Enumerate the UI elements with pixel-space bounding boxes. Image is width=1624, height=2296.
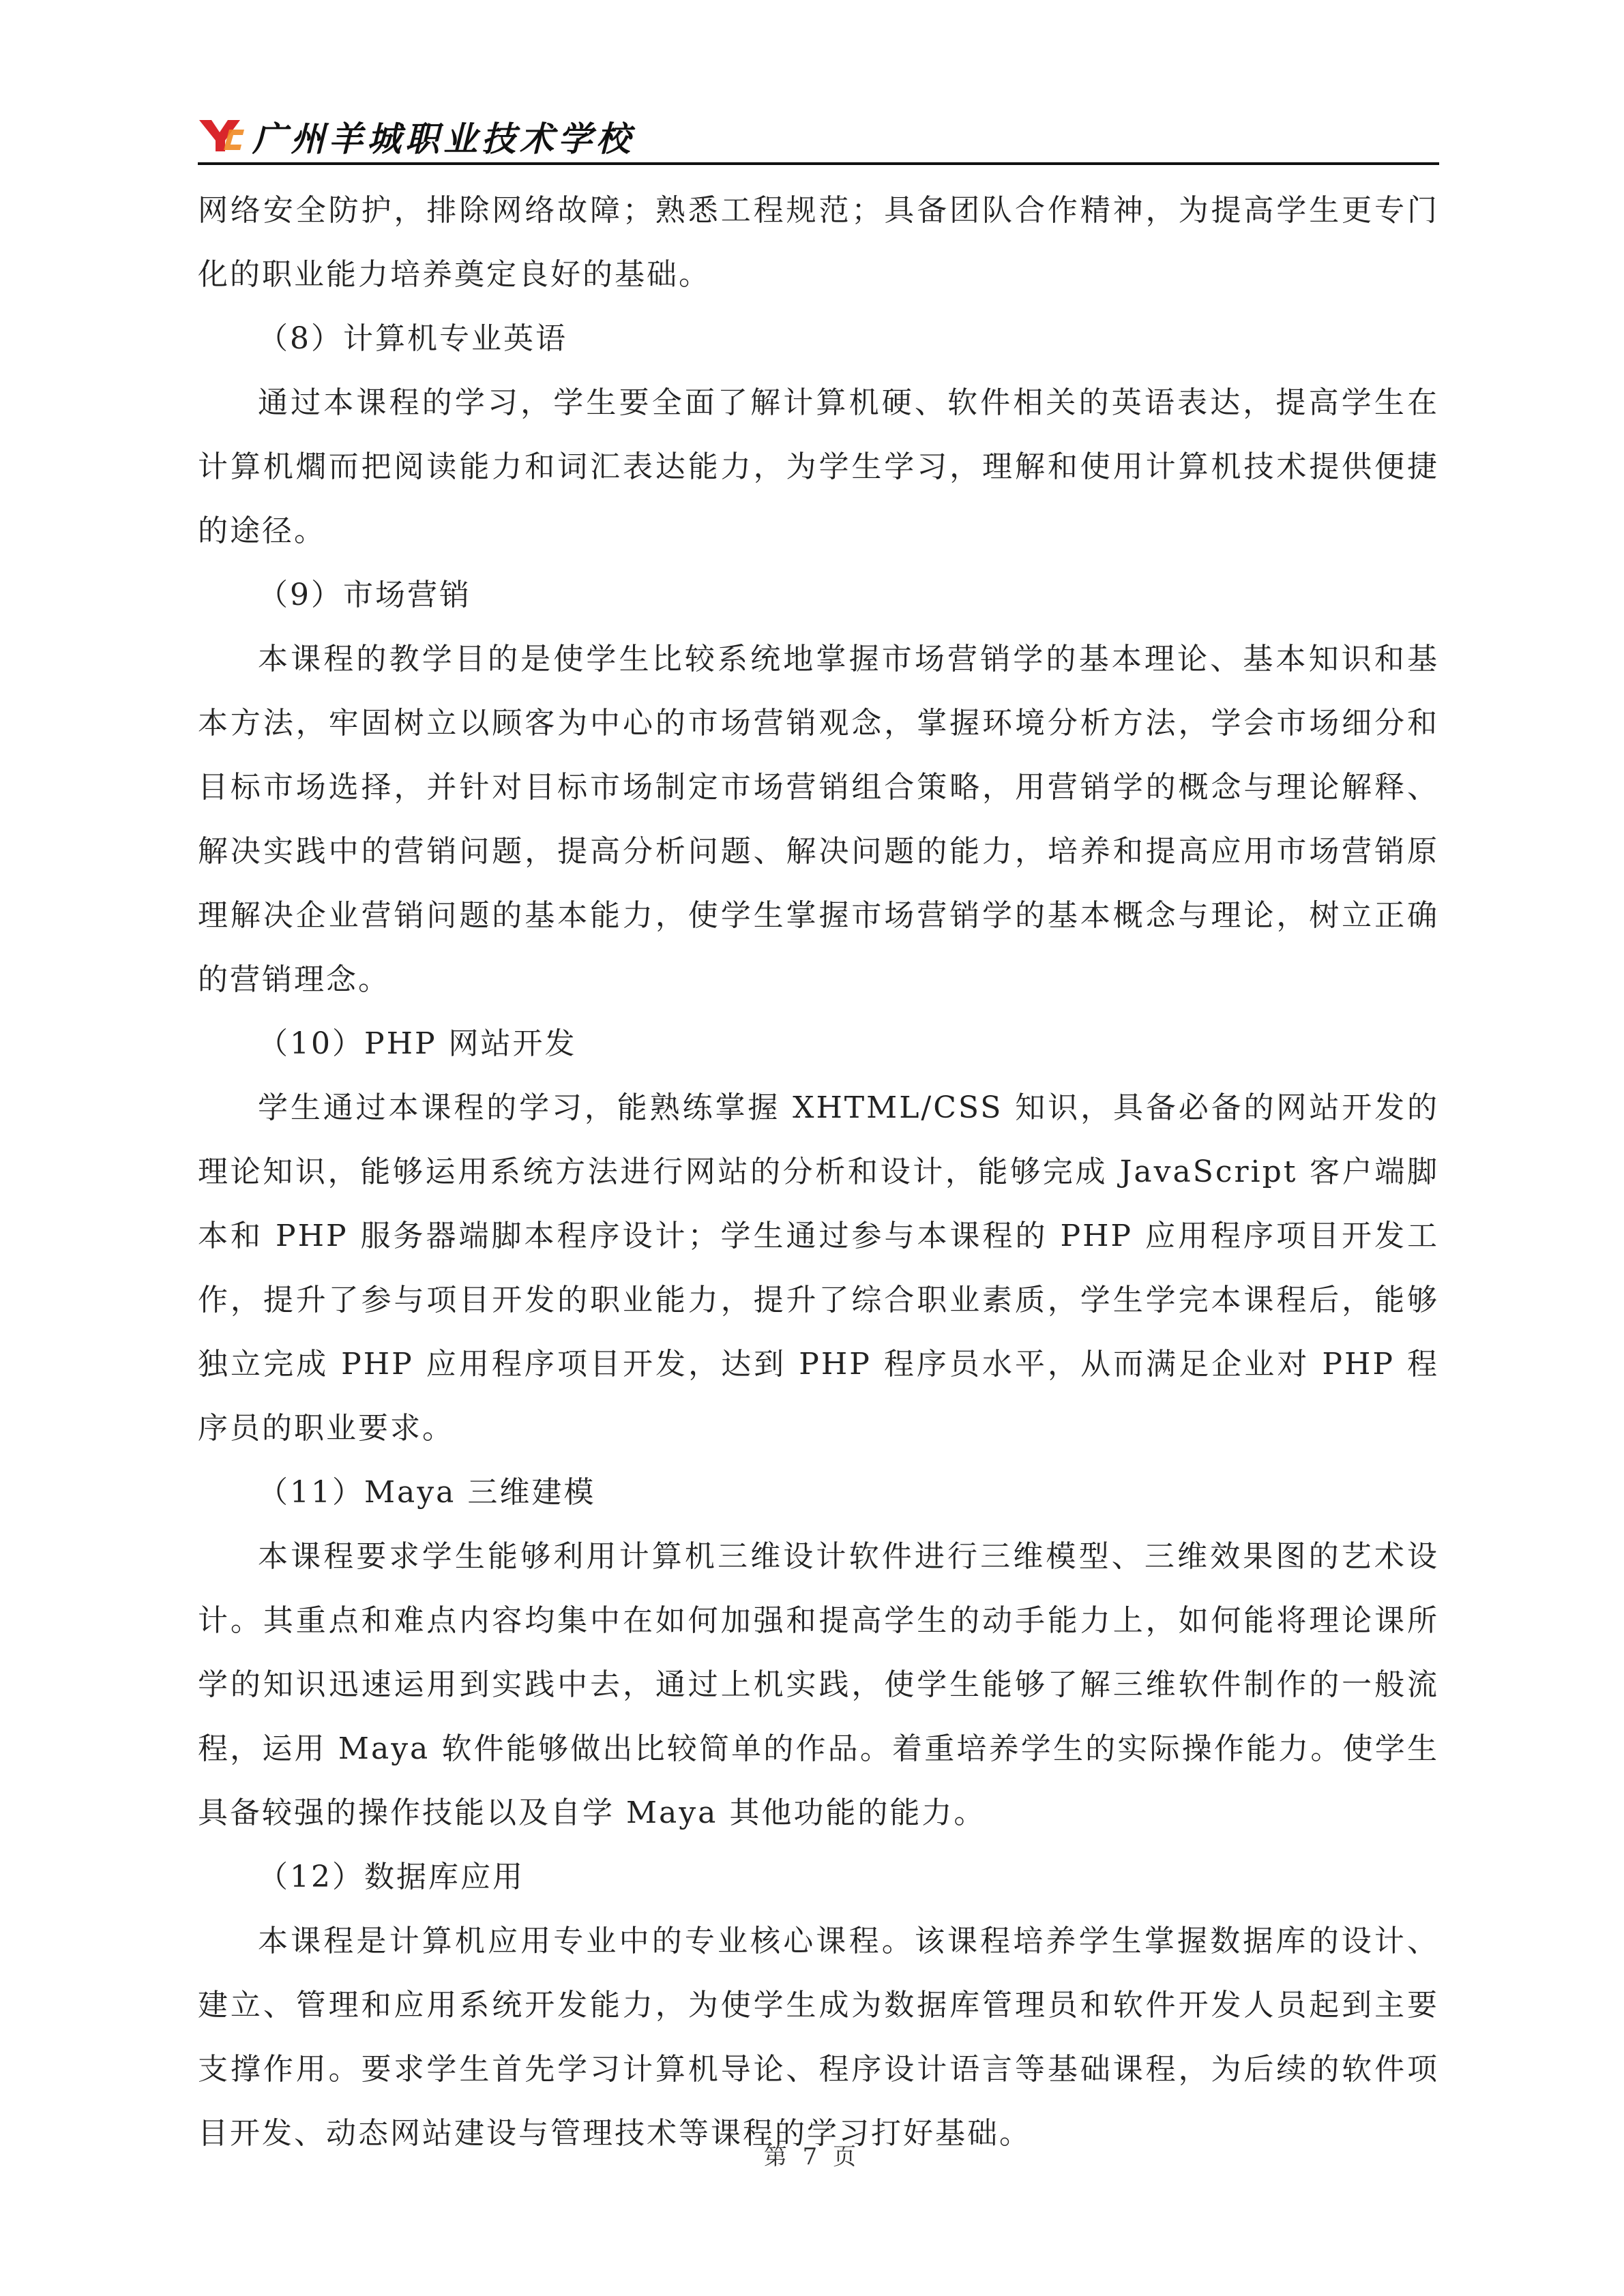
paragraph-9: 本课程的教学目的是使学生比较系统地掌握市场营销学的基本理论、基本知识和基本方法，牢固树立以顾客为中心的市场营销观念，掌握环境分析方法，学会市场细分和目标市场选择，并针对目标市场制定市场营销组合策略，用营销学的概念与理论解释、解决实践中的营销问题，提高分析问题、解决问题的能力，培养和提高应用市场营销原理解决企业营销问题的基本能力，使学生掌握市场营销学的基本概念与理论，树立正确的营销理念。: [198, 642, 1439, 997]
section-heading-11: （11）Maya 三维建模: [258, 1475, 596, 1510]
paragraph-11: 本课程要求学生能够利用计算机三维设计软件进行三维模型、三维效果图的艺术设计。其重点和难点内容均集中在如何加强和提高学生的动手能力上，如何能将理论课所学的知识迅速运用到实践中去，通过上机实践，使学生能够了解三维软件制作的一般流程，运用 Maya 软件能够做出比较简单的作品。着重培养学生的实际操作能力。使学生具备较强的操作技能以及自学 Maya 其他功能的能力。: [198, 1539, 1439, 1830]
section-heading-10: （10）PHP 网站开发: [258, 1026, 577, 1061]
page-number: 第 7 页: [763, 2143, 861, 2171]
paragraph-10: 学生通过本课程的学习，能熟练掌握 XHTML/CSS 知识，具备必备的网站开发的理论知识，能够运用系统方法进行网站的分析和设计，能够完成 JavaScript 客户端脚本和 PHP 服务器端脚本程序设计；学生通过参与本课程的 PHP 应用程序项目开发工作，提升了参与项目开发的职业能力，提升了综合职业素质，学生学完本课程后，能够独立完成 PHP 应用程序项目开发，达到 PHP 程序员水平，从而满足企业对 PHP 程序员的职业要求。: [198, 1090, 1439, 1446]
section-heading-12: （12）数据库应用: [258, 1860, 525, 1894]
section-heading-9: （9）市场营销: [258, 578, 471, 612]
document-body: [198, 179, 1439, 2166]
paragraph-8: 通过本课程的学习，学生要全面了解计算机硬、软件相关的英语表达，提高学生在计算机爓而把阅读能力和词汇表达能力，为学生学习，理解和使用计算机技术提供便捷的途径。: [198, 385, 1439, 548]
school-logo-icon: [198, 117, 246, 153]
paragraph-12: 本课程是计算机应用专业中的专业核心课程。该课程培养学生掌握数据库的设计、建立、管理和应用系统开发能力，为使学生成为数据库管理员和软件开发人员起到主要支撑作用。要求学生首先学习计算机导论、程序设计语言等基础课程，为后续的软件项目开发、动态网站建设与管理技术等课程的学习打好基础。: [198, 1924, 1439, 2151]
section-heading-8: （8）计算机专业英语: [258, 321, 567, 356]
header-divider: [198, 162, 1439, 165]
page-header: [198, 109, 1439, 164]
school-name: 广州羊城职业技术学校: [252, 119, 634, 159]
paragraph-continued: 网络安全防护，排除网络故障；熟悉工程规范；具备团队合作精神，为提高学生更专门化的职业能力培养奠定良好的基础。: [198, 193, 1439, 292]
